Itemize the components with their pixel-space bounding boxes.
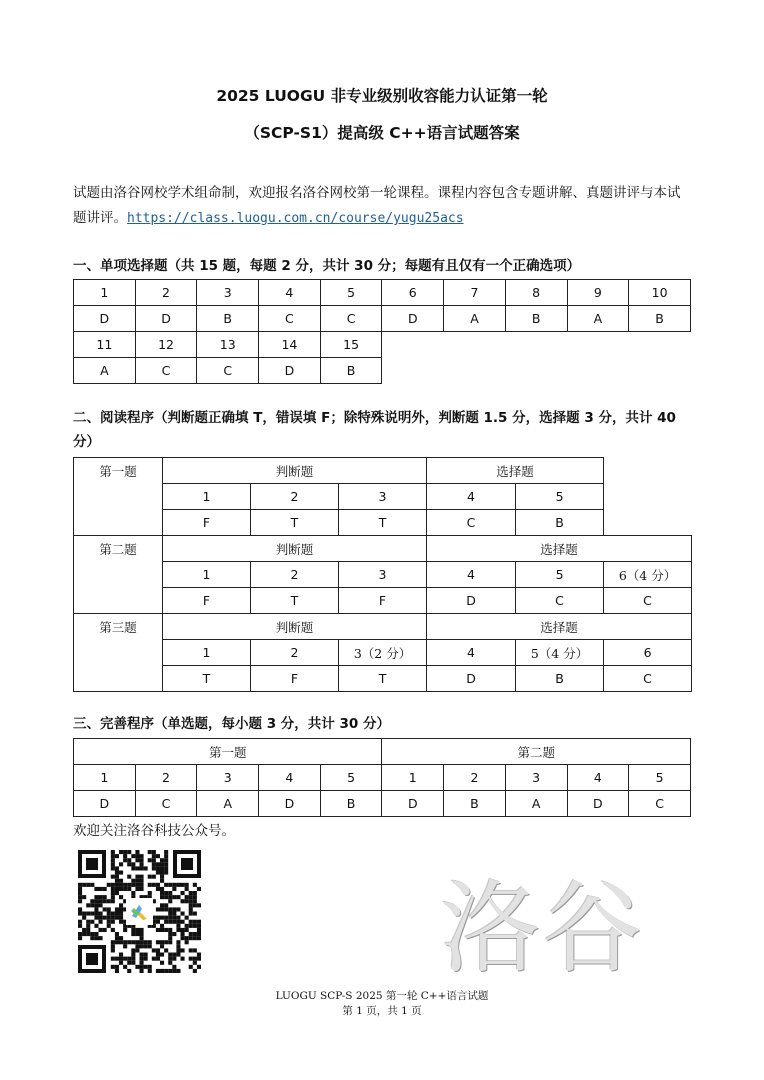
table-row [74, 332, 691, 358]
answer-cell: C [629, 791, 691, 817]
problem-label: 第三题 [74, 614, 163, 692]
section2-heading: 二、阅读程序（判断题正确填 T，错误填 F；除特殊说明外，判断题 1.5 分，选择题 3 分，共计 40 分） [73, 410, 676, 450]
answer-cell: C [604, 666, 692, 692]
answer-cell: B [197, 306, 259, 332]
question-number: 2 [251, 484, 339, 510]
table-row [74, 765, 691, 791]
table-row [74, 484, 692, 510]
question-number: 5（4 分） [516, 640, 604, 666]
question-number: 1 [163, 484, 251, 510]
question-number: 5 [320, 280, 382, 306]
answer-cell: D [74, 791, 136, 817]
answer-cell: T [163, 666, 251, 692]
follow-text: 欢迎关注洛谷科技公众号。 [73, 823, 235, 839]
answer-cell: C [259, 306, 321, 332]
question-number: 1 [74, 765, 136, 791]
answer-cell: C [320, 306, 382, 332]
answer-cell: A [74, 358, 136, 384]
answer-cell: C [135, 358, 197, 384]
question-number: 5 [516, 484, 604, 510]
judge-header: 判断题 [163, 614, 427, 640]
question-number: 14 [259, 332, 321, 358]
intro-text: 试题由洛谷网校学术组命制，欢迎报名洛谷网校第一轮课程。课程内容包含专题讲解、真题讲评与本试题讲评。 [73, 185, 681, 226]
answer-cell: A [444, 306, 506, 332]
table-row [74, 280, 691, 306]
answer-cell: D [567, 791, 629, 817]
section2-answer-table [73, 457, 692, 692]
answer-cell: A [197, 791, 259, 817]
question-number: 4 [427, 484, 516, 510]
group-header: 第一题 [74, 739, 382, 765]
answer-cell: F [163, 588, 251, 614]
question-number: 15 [320, 332, 382, 358]
answer-cell: D [259, 358, 321, 384]
answer-cell: B [320, 358, 382, 384]
question-number: 1 [74, 280, 136, 306]
section3-heading: 三、完善程序（单选题，每小题 3 分，共计 30 分） [73, 716, 390, 732]
choice-header: 选择题 [427, 614, 692, 640]
course-link[interactable]: https://class.luogu.com.cn/course/yugu25acs [127, 211, 464, 226]
section1-heading: 一、单项选择题（共 15 题，每题 2 分，共计 30 分；每题有且仅有一个正确选项） [73, 258, 581, 274]
question-number: 4 [567, 765, 629, 791]
answer-cell: F [339, 588, 427, 614]
answer-cell: F [163, 510, 251, 536]
group-header: 第二题 [382, 739, 691, 765]
footer-title: LUOGU SCP-S 2025 第一轮 C++语言试题 [275, 990, 489, 1002]
question-number: 1 [382, 765, 444, 791]
question-number: 3 [505, 765, 567, 791]
question-number: 8 [505, 280, 567, 306]
question-number: 5 [320, 765, 382, 791]
answer-cell: B [516, 666, 604, 692]
question-number: 3 [197, 765, 259, 791]
answer-cell: C [135, 791, 197, 817]
question-number: 1 [163, 562, 251, 588]
choice-header: 选择题 [427, 536, 692, 562]
answer-cell: C [604, 588, 692, 614]
question-number: 5 [516, 562, 604, 588]
question-number: 3 [339, 562, 427, 588]
table-row [74, 458, 692, 484]
table-row [74, 562, 692, 588]
answer-cell: D [427, 666, 516, 692]
footer-page-number: 第 1 页，共 1 页 [342, 1005, 422, 1017]
answer-cell: T [251, 588, 339, 614]
question-number: 2 [251, 562, 339, 588]
table-row [74, 510, 692, 536]
watermark: 洛谷 [440, 870, 644, 987]
section1-answer-table [73, 279, 691, 384]
question-number: 6（4 分） [604, 562, 692, 588]
intro-paragraph [73, 181, 693, 231]
question-number: 11 [74, 332, 136, 358]
question-number: 13 [197, 332, 259, 358]
question-number: 4 [427, 562, 516, 588]
answer-cell: B [629, 306, 691, 332]
section3-answer-table [73, 738, 691, 817]
question-number: 3（2 分） [339, 640, 427, 666]
answer-cell: D [382, 306, 444, 332]
question-number: 10 [629, 280, 691, 306]
table-row [74, 640, 692, 666]
answer-cell: A [567, 306, 629, 332]
question-number: 5 [629, 765, 691, 791]
answer-cell: T [339, 510, 427, 536]
table-row [74, 358, 691, 384]
question-number: 4 [259, 280, 321, 306]
answer-cell: D [427, 588, 516, 614]
question-number: 3 [197, 280, 259, 306]
answer-cell: B [320, 791, 382, 817]
answer-cell: F [251, 666, 339, 692]
judge-header: 判断题 [163, 458, 427, 484]
answer-cell: D [74, 306, 136, 332]
question-number: 7 [444, 280, 506, 306]
question-number: 12 [135, 332, 197, 358]
table-row [74, 588, 692, 614]
table-row [74, 791, 691, 817]
question-number: 2 [135, 765, 197, 791]
answer-cell: D [382, 791, 444, 817]
problem-label: 第一题 [74, 458, 163, 536]
answer-cell: C [516, 588, 604, 614]
problem-label: 第二题 [74, 536, 163, 614]
answer-cell: B [516, 510, 604, 536]
answer-cell: D [135, 306, 197, 332]
answer-cell: B [505, 306, 567, 332]
table-row [74, 614, 692, 640]
answer-cell: T [339, 666, 427, 692]
question-number: 1 [163, 640, 251, 666]
answer-cell: C [427, 510, 516, 536]
table-row [74, 536, 692, 562]
judge-header: 判断题 [163, 536, 427, 562]
question-number: 6 [382, 280, 444, 306]
page-title: 2025 LUOGU 非专业级别收容能力认证第一轮 [216, 87, 548, 105]
question-number: 4 [427, 640, 516, 666]
answer-cell: T [251, 510, 339, 536]
answer-cell: B [444, 791, 506, 817]
qr-code-image [78, 850, 201, 973]
question-number: 4 [259, 765, 321, 791]
page-subtitle: （SCP-S1）提高级 C++语言试题答案 [244, 124, 520, 142]
question-number: 2 [251, 640, 339, 666]
choice-header: 选择题 [427, 458, 604, 484]
answer-cell: C [197, 358, 259, 384]
question-number: 2 [135, 280, 197, 306]
question-number: 3 [339, 484, 427, 510]
question-number: 6 [604, 640, 692, 666]
question-number: 2 [444, 765, 506, 791]
question-number: 9 [567, 280, 629, 306]
answer-cell: D [259, 791, 321, 817]
table-row [74, 666, 692, 692]
answer-cell: A [505, 791, 567, 817]
table-row [74, 739, 691, 765]
table-row [74, 306, 691, 332]
